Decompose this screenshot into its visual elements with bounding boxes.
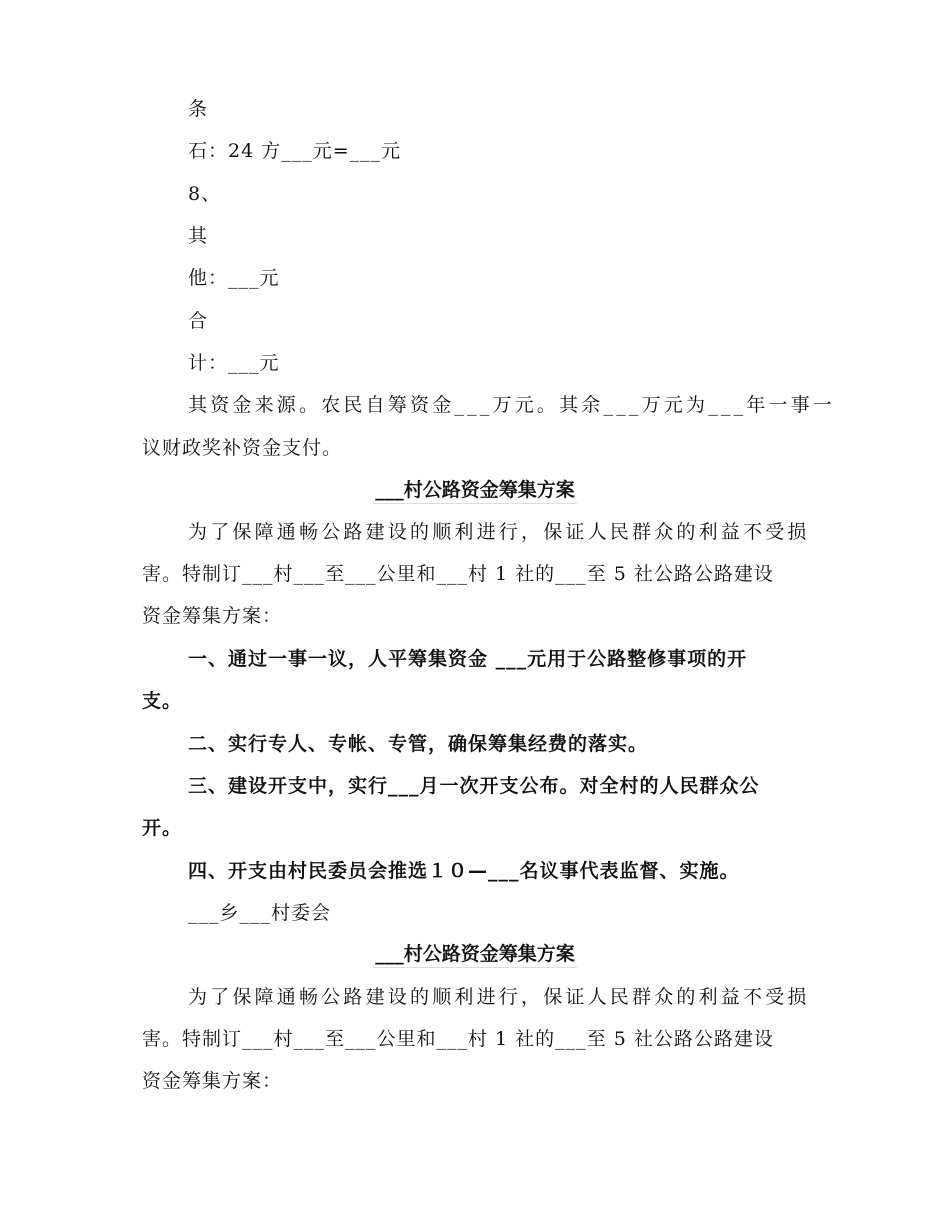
text-line: 他：___元 [188, 267, 280, 289]
section-title-text: ___村公路资金筹集方案 [373, 943, 577, 968]
paragraph-line: 其资金来源。农民自筹资金___万元。其余___万元为___年一事一 [188, 394, 836, 416]
text-line: 8、 [188, 183, 222, 205]
section-title [0, 941, 950, 967]
text-line: 其 [188, 225, 209, 247]
list-item-continuation: 开。 [142, 817, 183, 839]
paragraph-line: 害。特制订___村___至___公里和___村 1 社的___至 5 社公路公路建设 [142, 563, 774, 585]
section-title [0, 477, 950, 503]
list-item: 三、建设开支中，实行___月一次开支公布。对全村的人民群众公 [188, 775, 760, 797]
list-item: 四、开支由村民委员会推选１０—___名议事代表监督、实施。 [188, 860, 740, 882]
list-item: 二、实行专人、专帐、专管，确保筹集经费的落实。 [188, 733, 649, 755]
paragraph-line: 资金筹集方案： [142, 605, 283, 627]
text-line: 计：___元 [188, 352, 280, 374]
paragraph-line: 为了保障通畅公路建设的顺利进行，保证人民群众的利益不受损 [188, 521, 810, 543]
paragraph-line: 议财政奖补资金支付。 [142, 437, 343, 459]
text-line: 合 [188, 310, 209, 332]
paragraph-line: 为了保障通畅公路建设的顺利进行，保证人民群众的利益不受损 [188, 986, 810, 1008]
signature-line: ___乡___村委会 [188, 902, 332, 924]
section-title-text: ___村公路资金筹集方案 [373, 479, 577, 504]
text-line: 条 [188, 98, 209, 120]
text-line: 石：24 方___元=___元 [188, 140, 402, 162]
paragraph-line: 资金筹集方案： [142, 1070, 283, 1092]
paragraph-line: 害。特制订___村___至___公里和___村 1 社的___至 5 社公路公路建设 [142, 1028, 774, 1050]
list-item-continuation: 支。 [142, 690, 183, 712]
list-item: 一、通过一事一议，人平筹集资金 ___元用于公路整修事项的开 [188, 648, 748, 670]
